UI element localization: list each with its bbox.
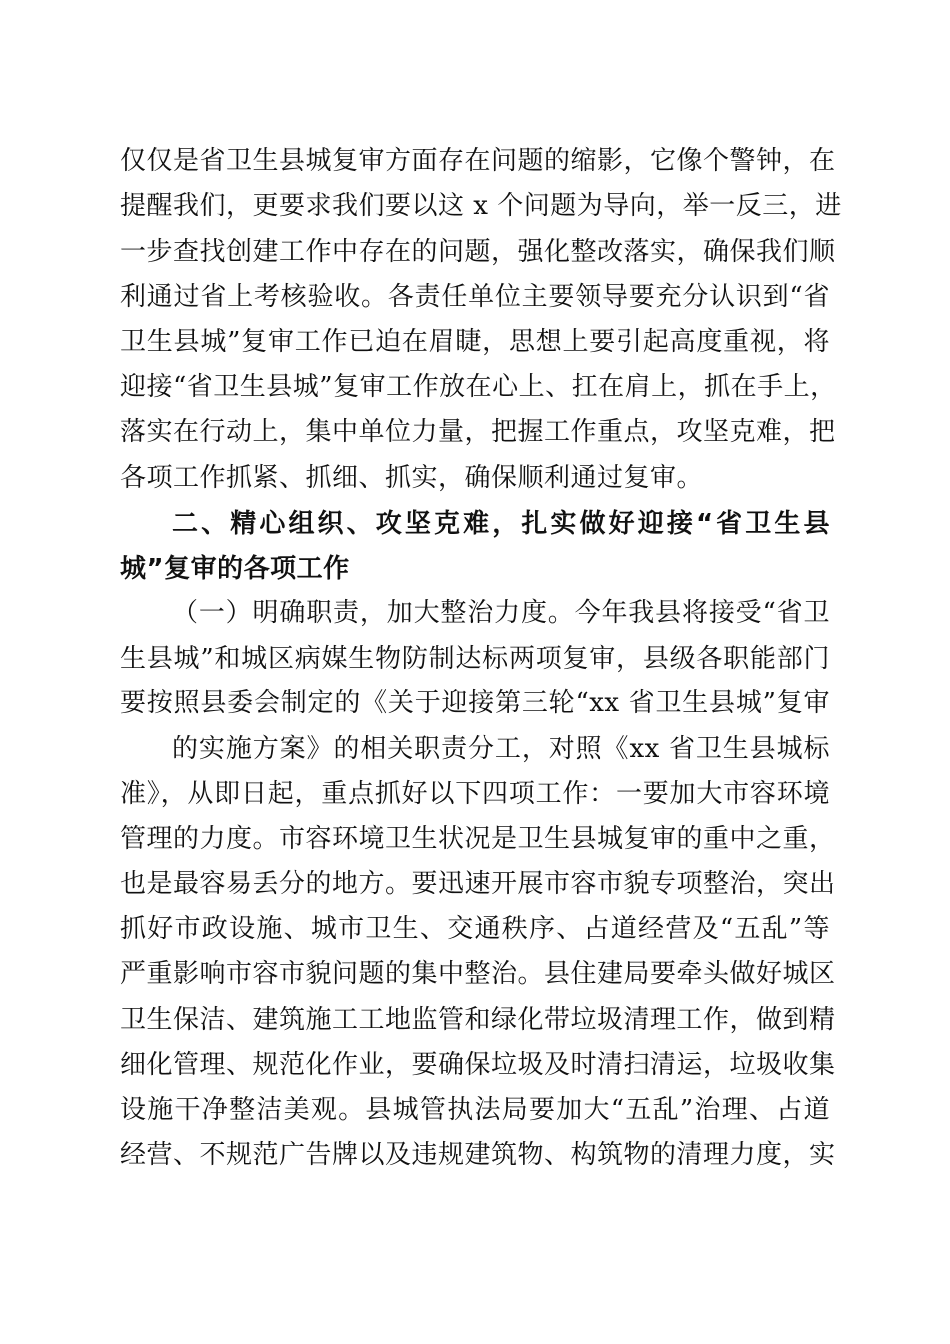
body-line-8: 各项工作抓紧、抓细、抓实，确保顺利通过复审。 xyxy=(120,463,704,493)
body-line-12: 准》，从即日起，重点抓好以下四项工作：一要加大市容环境 xyxy=(120,779,830,809)
body-line-6: 迎接“省卫生县城”复审工作放在心上、扛在肩上，抓在手上， xyxy=(120,372,837,402)
body-line-7: 落实在行动上，集中单位力量，把握工作重点，攻坚克难，把 xyxy=(120,417,836,447)
body-line-5: 卫生县城”复审工作已迫在眉睫，思想上要引起高度重视，将 xyxy=(120,327,830,357)
body-line-2: 提醒我们，更要求我们要以这 x 个问题为导向，举一反三，进 xyxy=(120,191,842,221)
body-line-16: 严重影响市容市貌问题的集中整治。县住建局要牵头做好城区 xyxy=(120,959,836,989)
body-line-19: 设施干净整洁美观。县城管执法局要加大“五乱”治理、占道 xyxy=(120,1095,830,1125)
body-line-14: 也是最容易丢分的地方。要迅速开展市容市貌专项整治，突出 xyxy=(120,869,836,899)
section-heading-line-2: 城”复审的各项工作 xyxy=(120,554,350,584)
body-line-1: 仅仅是省卫生县城复审方面存在问题的缩影，它像个警钟，在 xyxy=(120,146,836,176)
section-heading-line-1: 二、精心组织、攻坚克难，扎实做好迎接“省卫生县 xyxy=(172,509,830,539)
body-line-15: 抓好市政设施、城市卫生、交通秩序、占道经营及“五乱”等 xyxy=(120,914,830,944)
body-line-20: 经营、不规范广告牌以及违规建筑物、构筑物的清理力度，实 xyxy=(120,1140,836,1170)
body-line-13: 管理的力度。市容环境卫生状况是卫生县城复审的重中之重， xyxy=(120,824,836,854)
body-line-11: 的实施方案》的相关职责分工，对照《xx 省卫生县城标 xyxy=(172,734,830,764)
body-line-9: 生县城”和城区病媒生物防制达标两项复审，县级各职能部门 xyxy=(120,644,830,674)
body-line-4: 利通过省上考核验收。各责任单位主要领导要充分认识到“省 xyxy=(120,282,830,312)
body-line-10: 要按照县委会制定的《关于迎接第三轮“xx 省卫生县城”复审 xyxy=(120,688,830,718)
body-line-3: 一步查找创建工作中存在的问题，强化整改落实，确保我们顺 xyxy=(120,237,836,267)
subsection-line-1: （一）明确职责，加大整治力度。今年我县将接受“省卫 xyxy=(172,598,830,628)
body-line-18: 细化管理、规范化作业，要确保垃圾及时清扫清运，垃圾收集 xyxy=(120,1050,836,1080)
body-line-17: 卫生保洁、建筑施工工地监管和绿化带垃圾清理工作，做到精 xyxy=(120,1005,836,1035)
